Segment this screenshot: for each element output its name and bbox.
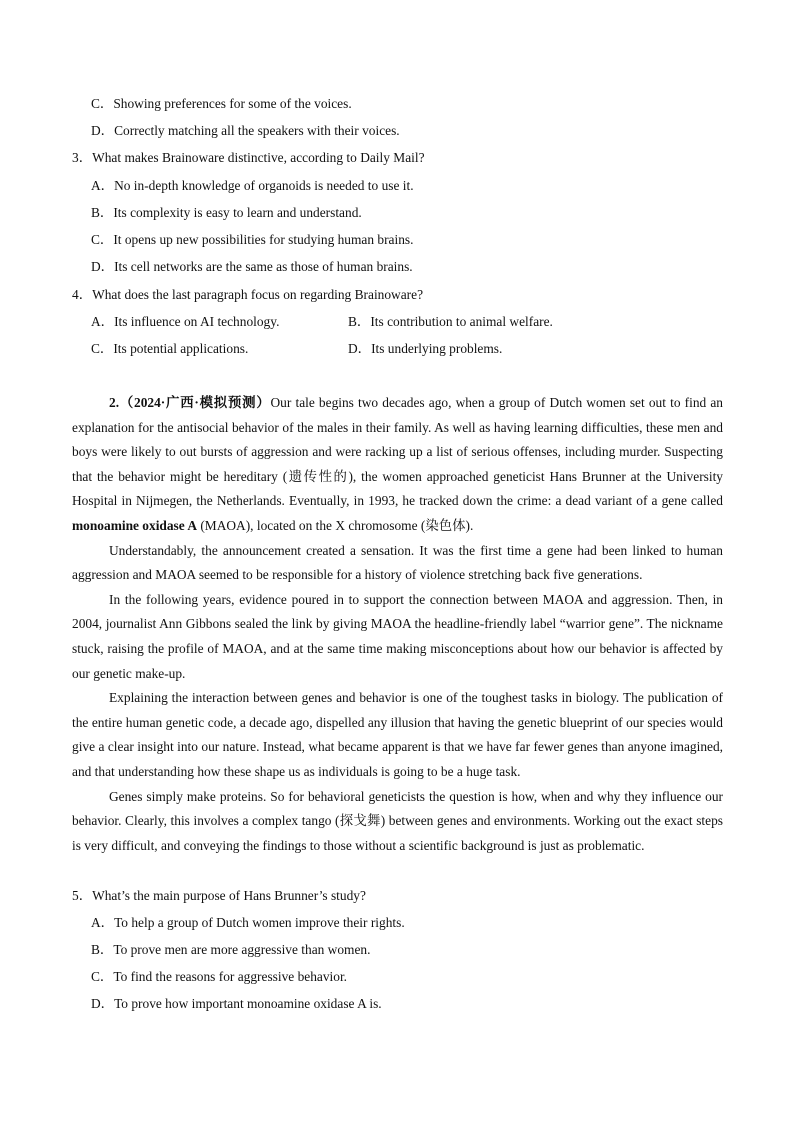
passage-2 xyxy=(72,391,723,858)
q3-option-a: A．No in-depth knowledge of organoids is needed to use it. xyxy=(91,178,414,193)
q4-stem: 4．What does the last paragraph focus on regarding Brainoware? xyxy=(72,287,424,302)
q4-option-a: A．Its influence on AI technology. xyxy=(91,314,280,329)
gene-name: monoamine oxidase A xyxy=(72,517,197,533)
q5-option-a: A．To help a group of Dutch women improve their rights. xyxy=(91,915,405,930)
passage-paragraph-5: Genes simply make proteins. So for behavioral geneticists the question is how, when and why they influence our behavior. Clearly, this involves a complex tango (探戈舞) between genes and environments. Working out the exact steps is very difficult, and conveying the findings to those without a scientific background is just as problematic. xyxy=(72,788,723,853)
q3-stem: 3．What makes Brainoware distinctive, according to Daily Mail? xyxy=(72,150,425,165)
passage-paragraph-4: Explaining the interaction between genes and behavior is one of the toughest tasks in biology. The publication of the entire human genetic code, a decade ago, dispelled any illusion that having the genetic blueprint of our species would give a clear insight into our nature. Instead, what became apparent is that we have far fewer genes than anyone imagined, and that understanding how these shape us as individuals is going to be a huge task. xyxy=(72,690,723,779)
q4-option-b: B．Its contribution to animal welfare. xyxy=(348,314,553,329)
q5-stem: 5．What’s the main purpose of Hans Brunner’s study? xyxy=(72,888,366,903)
q4-option-d: D．Its underlying problems. xyxy=(348,341,503,356)
q2-option-c: C．Showing preferences for some of the voices. xyxy=(91,96,352,111)
passage-paragraph-2: Understandably, the announcement created a sensation. It was the first time a gene had been linked to human aggression and MAOA seemed to be responsible for a history of violence stretching back five generations. xyxy=(72,542,723,583)
q5-option-d: D．To prove how important monoamine oxidase A is. xyxy=(91,996,382,1011)
q4-option-c: C．Its potential applications. xyxy=(91,341,249,356)
passage-paragraph-3: In the following years, evidence poured in to support the connection between MAOA and aggression. Then, in 2004, journalist Ann Gibbons sealed the link by giving MAOA the headline-friendly label “warrior gene”. The nickname stuck, raising the profile of MAOA, and at the same time making misconceptions about how our behavior is affected by our genetic make-up. xyxy=(72,591,723,681)
q3-option-c: C．It opens up new possibilities for studying human brains. xyxy=(91,232,414,247)
passage-paragraph-1: 2.（2024·广西·模拟预测）Our tale begins two decades ago, when a group of Dutch women set out to find an explanation for the antisocial behavior of the males in their family. As well as having learning difficulties, these men and boys were likely to out bursts of aggression and were racking up a list of serious offenses, including murder. Suspecting that the behavior might be hereditary (遗传性的), the women approached geneticist Hans Brunner at the University Hospital in Nijmegen, the Netherlands. Eventually, in 1993, he tracked down the crime: a dead variant of a gene called monoamine oxidase A (MAOA), located on the X chromosome (染色体). xyxy=(72,395,723,533)
q3-option-d: D．Its cell networks are the same as those of human brains. xyxy=(91,259,413,274)
passage-source-tag: 2.（2024·广西·模拟预测） xyxy=(109,395,271,410)
q5-option-b: B．To prove men are more aggressive than women. xyxy=(91,942,371,957)
q5-option-c: C．To find the reasons for aggressive behavior. xyxy=(91,969,348,984)
q2-option-d: D．Correctly matching all the speakers with their voices. xyxy=(91,123,400,138)
q3-option-b: B．Its complexity is easy to learn and understand. xyxy=(91,205,362,220)
